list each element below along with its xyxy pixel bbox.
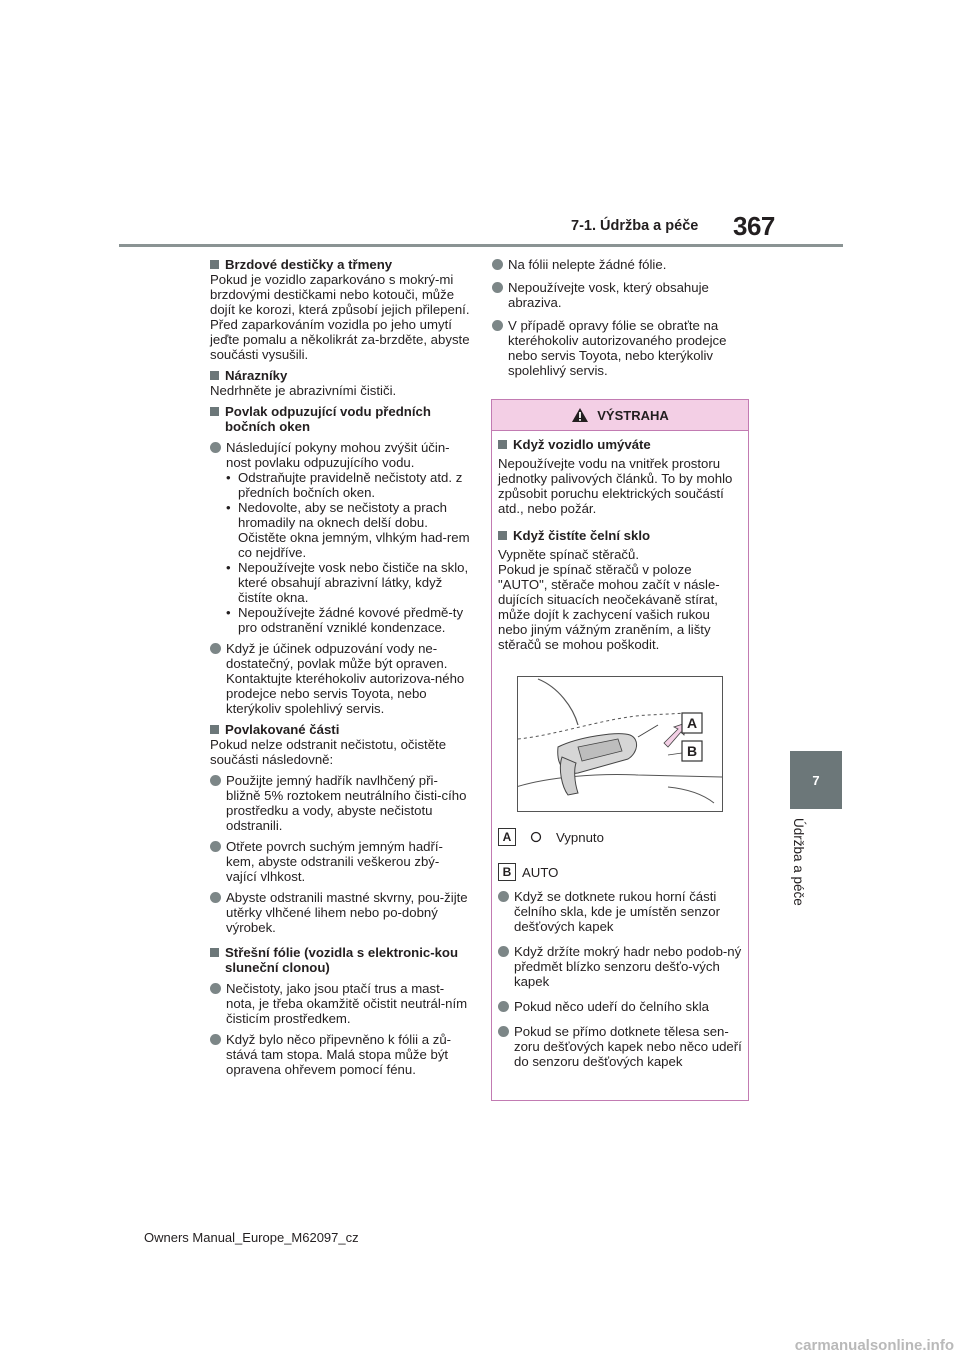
label-a-box: A [498,828,516,846]
figure-label-a: A [686,715,698,731]
right-column [492,257,754,378]
section-coating [210,404,470,434]
square-bullet-icon [498,440,507,449]
round-bullet-icon [492,259,503,270]
list-item: Pokud se přímo dotknete tělesa sen-zoru dešťových kapek nebo něco udeří do senzoru dešťových kapek [498,1024,742,1069]
wiper-switch-figure [517,676,723,812]
warning-heading: VÝSTRAHA [597,407,669,423]
warning-header [492,400,748,431]
footer-text: Owners Manual_Europe_M62097_cz [144,1230,359,1245]
sub-item: • Nepoužívejte vosk nebo čističe na sklo, které obsahují abrazivní látky, když čistíte okna. [226,560,469,605]
warning-triangle-icon [571,407,589,423]
wiper-lever-illustration [518,677,722,811]
page-number: 367 [733,211,775,241]
warning-section-wash: Když vozidlo umýváte [498,437,742,452]
section-bumpers [210,368,470,383]
section-title-brakes: Brzdové destičky a třmeny [225,257,393,272]
list-item: Když držíte mokrý hadr nebo podob-ný předmět blízko senzoru dešťo-vých kapek [498,944,742,989]
list-item: V případě opravy fólie se obraťte na kteréhokoliv autorizovaného prodejce nebo servis Toyota, nebo kterýkoliv spolehlivý servis. [492,318,754,378]
sub-item: • Nedovolte, aby se nečistoty a prach hromadily na oknech delší dobu. Očistěte okna jemným, vlhkým had-rem co nejdříve. [226,500,470,560]
warning-section-windshield: Když čistíte čelní sklo [498,528,742,543]
chapter-tab: 7 [790,751,842,809]
round-bullet-icon [498,891,509,902]
section-brakes [210,257,470,272]
coated-text: Pokud nelze odstranit nečistotu, očistěte součásti následovně: [210,737,447,767]
section-coated-parts [210,722,470,737]
section-roof-film [210,945,470,975]
list-item: Když je účinek odpuzování vody ne-dostatečný, povlak může být opraven. Kontaktujte kteréhokoliv autorizova-ného prodejce nebo servis Toyota, nebo kterýkoliv spolehlivý servis. [210,641,470,716]
section-title-roof: Střešní fólie (vozidla s elektronic-kou sluneční clonou) [225,945,459,975]
square-bullet-icon [210,371,219,380]
list-item: Pokud něco udeří do čelního skla [498,999,742,1014]
list-item: Otřete povrch suchým jemným hadří-kem, abyste odstranili veškerou zbý-vající vlhkost. [210,839,470,884]
square-bullet-icon [210,948,219,957]
round-bullet-icon [210,442,221,453]
brakes-text: Pokud je vozidlo zaparkováno s mokrý-mi brzdovými destičkami nebo kotouči, může dojít ke korozi, která způsobí jejich přilepení. Před zaparkováním vozidla po jeho umytí jeďte pomalu a několikrát za-brzděte, abyste součásti vysušili. [210,272,470,362]
off-symbol-icon [516,830,556,844]
section-title-coated: Povlakované části [225,722,340,737]
bumpers-text: Nedrhněte je abrazivními čističi. [210,383,397,398]
section-title: 7-1. Údržba a péče [571,218,699,234]
figure-label-b: B [686,743,698,759]
round-bullet-icon [210,643,221,654]
round-bullet-icon [210,775,221,786]
list-item: Následující pokyny mohou zvýšit účin-nost povlaku odpuzujícího vodu. [210,440,470,470]
watermark: carmanualsonline.info [794,1337,954,1354]
round-bullet-icon [210,983,221,994]
round-bullet-icon [210,1034,221,1045]
warning-wash-text: Nepoužívejte vodu na vnitřek prostoru jednotky palivových článků. To by mohlo způsobit poruchu elektrických součástí atd., nebo požár. [498,456,733,516]
sub-item: • Nepoužívejte žádné kovové předmě-ty pro odstranění vzniklé kondenzace. [226,605,464,635]
square-bullet-icon [210,725,219,734]
section-title-bumpers: Nárazníky [225,368,288,383]
round-bullet-icon [498,946,509,957]
list-item: Nepoužívejte vosk, který obsahuje abraziva. [492,280,754,310]
round-bullet-icon [498,1026,509,1037]
square-bullet-icon [210,407,219,416]
legend-b: B AUTO [498,863,742,881]
list-item: Abyste odstranili mastné skvrny, pou-žijte utěrky vlhčené lihem nebo po-dobný výrobek. [210,890,470,935]
round-bullet-icon [492,320,503,331]
header-rule [119,244,843,247]
square-bullet-icon [210,260,219,269]
section-title-coating: Povlak odpuzující vodu předních bočních oken [225,404,431,434]
left-column [210,257,470,1077]
list-item: Na fólii nelepte žádné fólie. [492,257,754,272]
list-item: Nečistoty, jako jsou ptačí trus a mast-nota, je třeba okamžitě očistit neutrál-ním čisticím prostředkem. [210,981,470,1026]
legend-a: A Vypnuto [498,828,742,846]
square-bullet-icon [498,531,507,540]
round-bullet-icon [492,282,503,293]
round-bullet-icon [210,841,221,852]
sub-item: • Odstraňujte pravidelně nečistoty atd. z předních bočních oken. [226,470,463,500]
list-item: Použijte jemný hadřík navlhčený při-bližně 5% roztokem neutrálního čisti-cího prostředku a vody, abyste nečistotu odstranili. [210,773,470,833]
list-item: Když se dotknete rukou horní části čelního skla, kde je umístěn senzor dešťových kapek [498,889,742,934]
round-bullet-icon [498,1001,509,1012]
warning-windshield-text: Vypněte spínač stěračů. Pokud je spínač stěračů v poloze "AUTO", stěrače mohou začít v násle-dujících situacích neočekávaně stírat, může dojít k zachycení vašich rukou nebo jiným vážným zraněním, a lišty stěračů se mohou poškodit. [498,547,720,652]
label-b-box: B [498,863,516,881]
round-bullet-icon [210,892,221,903]
chapter-side-label: Údržba a péče [791,818,806,906]
list-item: Když bylo něco připevněno k fólii a zů-stává tam stopa. Malá stopa může být opravena ohřevem pomocí fénu. [210,1032,470,1077]
